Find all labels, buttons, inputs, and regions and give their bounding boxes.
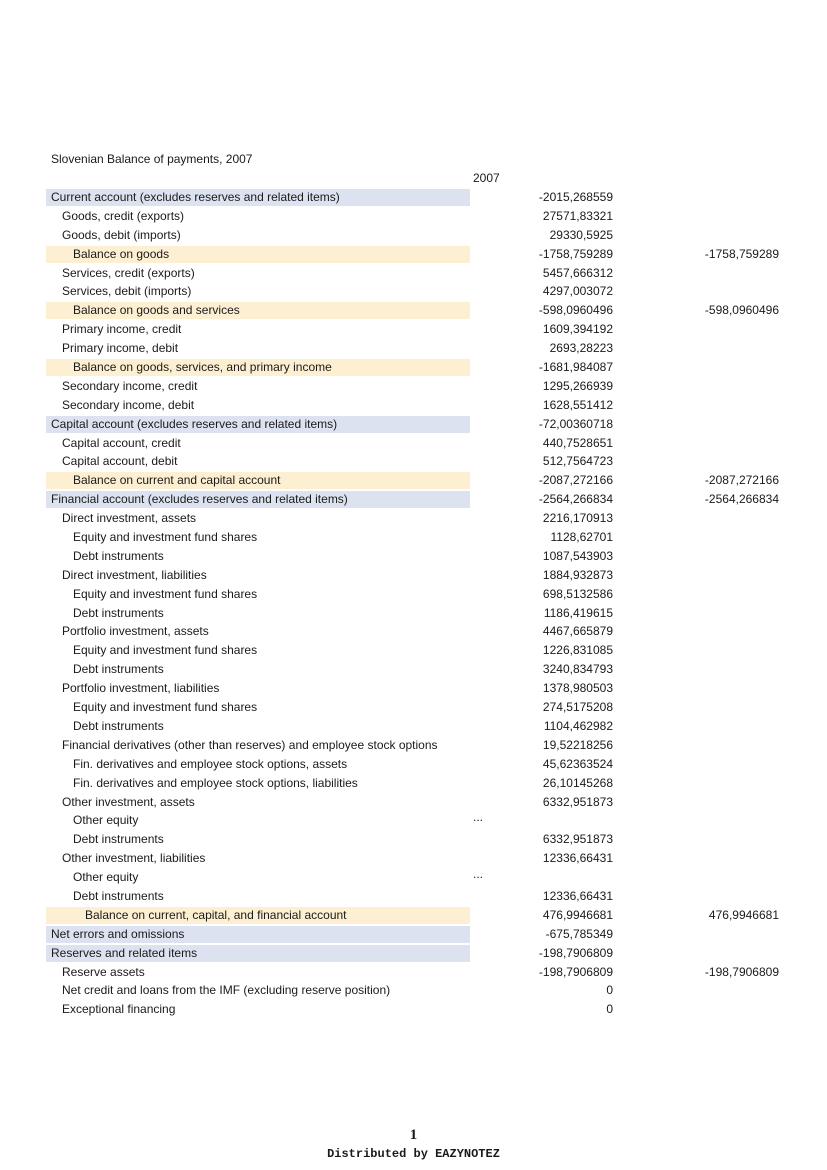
row-label: Debt instruments — [73, 662, 164, 677]
row-balance-value: -2087,272166 — [704, 473, 779, 488]
table-row — [0, 679, 827, 698]
row-label: Secondary income, credit — [62, 378, 198, 393]
row-label: Balance on goods — [73, 246, 170, 261]
row-label: Equity and investment fund shares — [73, 530, 258, 545]
row-value: -675,785349 — [545, 926, 613, 941]
row-label: Services, debit (imports) — [62, 284, 192, 299]
row-label: Other equity — [73, 870, 139, 885]
row-value: 512,7564723 — [542, 454, 613, 469]
row-label: Net credit and loans from the IMF (excluding reserve position) — [62, 983, 391, 998]
table-row — [0, 811, 827, 830]
row-value: -2564,266834 — [538, 492, 613, 507]
table-row — [0, 264, 827, 283]
row-label: Primary income, debit — [62, 341, 179, 356]
table-row — [0, 660, 827, 679]
table-row — [0, 471, 827, 490]
row-value: 2216,170913 — [542, 511, 613, 526]
distributed-by-footer: Distributed by EAZYNOTEZ — [327, 1147, 500, 1161]
table-row — [0, 509, 827, 528]
row-value: 1226,831085 — [542, 643, 613, 658]
table-row — [0, 925, 827, 944]
row-balance-value: -1758,759289 — [704, 246, 779, 261]
row-balance-value: -2564,266834 — [704, 492, 779, 507]
row-label: Direct investment, assets — [62, 511, 197, 526]
table-row — [0, 528, 827, 547]
row-value: 29330,5925 — [549, 227, 613, 242]
row-label: Primary income, credit — [62, 322, 182, 337]
row-value: -2015,268559 — [538, 190, 613, 204]
table-row — [0, 226, 827, 245]
table-row — [0, 377, 827, 396]
row-label: Reserves and related items — [51, 945, 198, 960]
row-value: 1628,551412 — [542, 397, 613, 412]
row-value: 6332,951873 — [542, 794, 613, 809]
row-value: -2087,272166 — [538, 473, 613, 488]
row-value: 12336,66431 — [542, 888, 613, 903]
row-label: Direct investment, liabilities — [62, 567, 207, 582]
row-value: 698,5132586 — [542, 586, 613, 601]
row-label: Fin. derivatives and employee stock options, liabilities — [73, 775, 358, 790]
row-label: Financial derivatives (other than reserves) and employee stock options — [62, 737, 438, 752]
row-label: Exceptional financing — [62, 1002, 176, 1017]
row-label: Debt instruments — [73, 888, 164, 903]
table-row — [0, 301, 827, 320]
table-row — [0, 415, 827, 434]
table-row — [0, 944, 827, 963]
row-ellipsis: ... — [473, 867, 484, 882]
table-row — [0, 547, 827, 566]
table-row — [0, 207, 827, 226]
table-row — [0, 849, 827, 868]
row-label: Equity and investment fund shares — [73, 643, 258, 658]
row-label: Other equity — [73, 813, 139, 828]
row-value: 19,52218256 — [542, 737, 613, 752]
row-value: 476,9946681 — [542, 907, 613, 922]
table-row — [0, 282, 827, 301]
table-row — [0, 358, 827, 377]
row-label: Debt instruments — [73, 605, 164, 620]
row-value: -72,00360718 — [538, 416, 613, 431]
table-row — [0, 434, 827, 453]
row-value: 1104,462982 — [543, 718, 613, 733]
table-row — [0, 188, 827, 207]
table-row — [0, 698, 827, 717]
row-label: Debt instruments — [73, 718, 164, 733]
row-value: 45,62363524 — [542, 756, 613, 771]
row-value: 1609,394192 — [542, 322, 613, 337]
row-balance-value: -598,0960496 — [704, 303, 779, 318]
table-row — [0, 906, 827, 925]
row-label: Reserve assets — [62, 964, 145, 979]
row-value: 27571,83321 — [542, 208, 613, 223]
row-value: 1378,980503 — [542, 681, 613, 696]
row-value: -198,7906809 — [538, 945, 613, 960]
row-label: Balance on current and capital account — [73, 473, 281, 488]
row-label: Debt instruments — [73, 832, 164, 847]
table-row — [0, 774, 827, 793]
row-label: Debt instruments — [73, 548, 164, 563]
table-row — [0, 396, 827, 415]
row-value: -198,7906809 — [538, 964, 613, 979]
row-value: 1884,932873 — [542, 567, 613, 582]
table-row — [0, 963, 827, 982]
row-value: 5457,666312 — [542, 265, 613, 280]
page-number: 1 — [409, 1127, 418, 1143]
table-row — [0, 981, 827, 1000]
row-label: Other investment, liabilities — [62, 851, 206, 866]
row-value: 1186,419615 — [543, 605, 613, 620]
table-row — [0, 604, 827, 623]
row-label: Equity and investment fund shares — [73, 700, 258, 715]
row-value: 12336,66431 — [542, 851, 613, 866]
row-value: -1758,759289 — [538, 246, 613, 261]
row-value: 4467,665879 — [542, 624, 613, 639]
row-value: 0 — [606, 983, 613, 998]
row-label: Balance on goods and services — [73, 303, 240, 318]
table-row — [0, 339, 827, 358]
table-row — [0, 245, 827, 264]
row-label: Capital account (excludes reserves and related items) — [51, 416, 338, 431]
table-row — [0, 585, 827, 604]
table-row — [0, 793, 827, 812]
row-balance-value: 476,9946681 — [708, 907, 779, 922]
row-balance-value: -198,7906809 — [704, 964, 779, 979]
row-label: Secondary income, debit — [62, 397, 195, 412]
row-value: -598,0960496 — [538, 303, 613, 318]
table-row — [0, 887, 827, 906]
row-label: Goods, debit (imports) — [62, 227, 181, 242]
row-value: 26,10145268 — [542, 775, 613, 790]
table-row — [0, 830, 827, 849]
row-label: Equity and investment fund shares — [73, 586, 258, 601]
column-header-year: 2007 — [473, 171, 500, 185]
row-value: 440,7528651 — [542, 435, 613, 450]
table-row — [0, 736, 827, 755]
row-label: Capital account, credit — [62, 435, 181, 450]
row-value: 0 — [606, 1002, 613, 1017]
row-value: 1087,543903 — [542, 548, 613, 563]
table-row — [0, 868, 827, 887]
row-value: 1295,266939 — [542, 378, 613, 393]
row-value: 4297,003072 — [542, 284, 613, 299]
table-row — [0, 1000, 827, 1019]
row-label: Balance on goods, services, and primary income — [73, 360, 332, 375]
table-row — [0, 320, 827, 339]
table-row — [0, 641, 827, 660]
row-label: Financial account (excludes reserves and related items) — [51, 492, 348, 507]
row-value: 2693,28223 — [549, 341, 613, 356]
row-label: Current account (excludes reserves and related items) — [51, 190, 340, 204]
row-label: Balance on current, capital, and financial account — [85, 907, 347, 922]
document-title: Slovenian Balance of payments, 2007 — [51, 152, 253, 166]
row-value: 6332,951873 — [542, 832, 613, 847]
row-value: 3240,834793 — [542, 662, 613, 677]
row-label: Portfolio investment, liabilities — [62, 681, 220, 696]
balance-table — [0, 188, 827, 1019]
row-label: Other investment, assets — [62, 794, 195, 809]
table-row — [0, 452, 827, 471]
row-label: Fin. derivatives and employee stock options, assets — [73, 756, 348, 771]
row-label: Services, credit (exports) — [62, 265, 195, 280]
table-row — [0, 622, 827, 641]
row-value: -1681,984087 — [538, 360, 613, 375]
table-row — [0, 490, 827, 509]
row-label: Capital account, debit — [62, 454, 178, 469]
table-row — [0, 755, 827, 774]
row-value: 274,5175208 — [542, 700, 613, 715]
table-row — [0, 566, 827, 585]
row-label: Net errors and omissions — [51, 926, 185, 941]
row-label: Portfolio investment, assets — [62, 624, 209, 639]
row-label: Goods, credit (exports) — [62, 208, 185, 223]
table-row — [0, 717, 827, 736]
row-value: 1128,62701 — [550, 530, 613, 545]
row-ellipsis: ... — [473, 810, 484, 825]
